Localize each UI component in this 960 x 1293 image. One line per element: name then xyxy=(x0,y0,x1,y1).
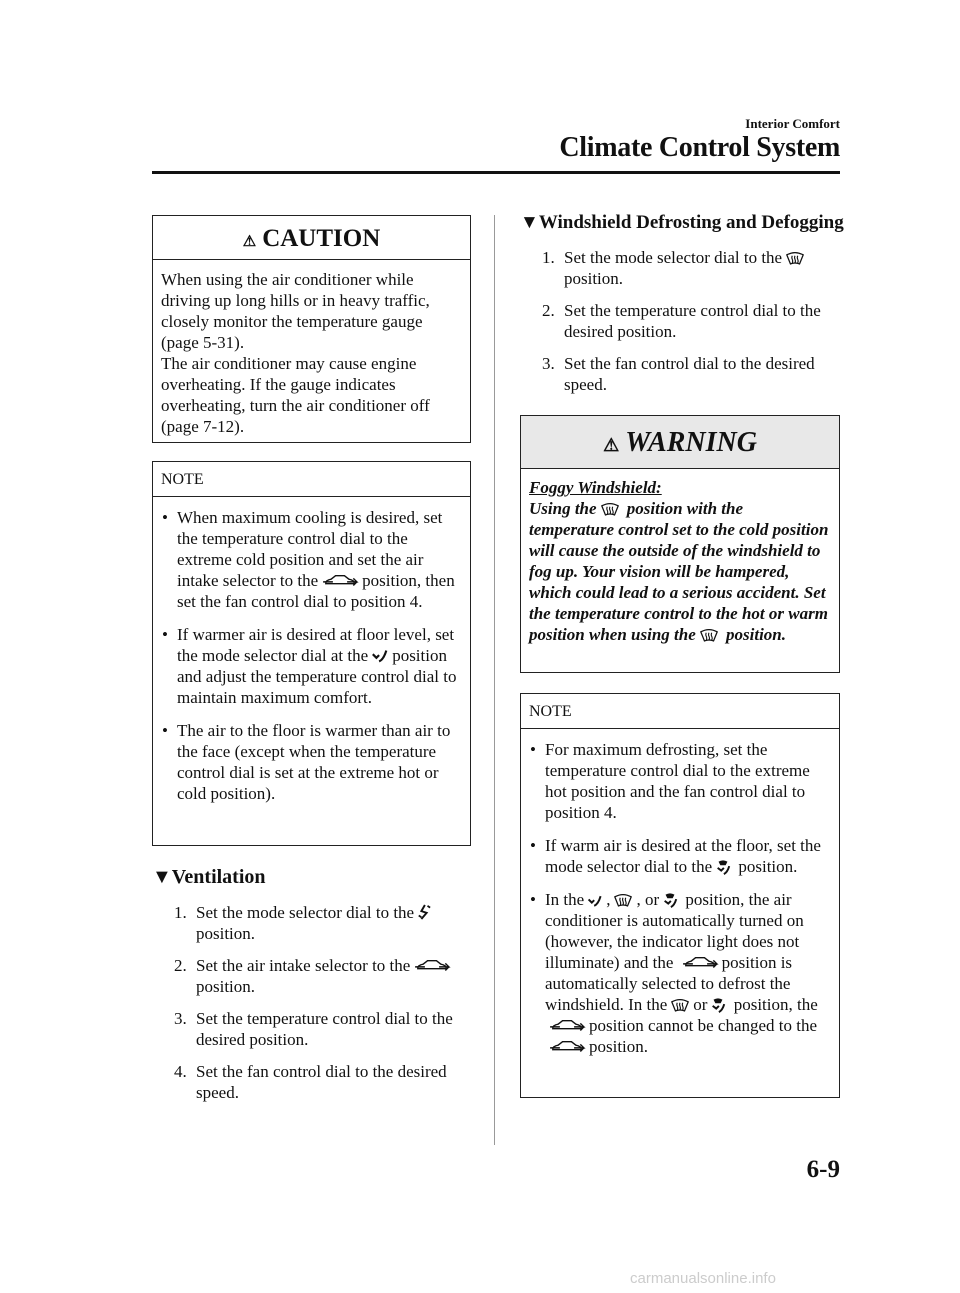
page-number: 6-9 xyxy=(806,1156,840,1183)
list-item: • In the , , or position, the air conditioner is automatically turned on (however, the indicator light does not illuminate) and the position is automatically selected to defrost the windshield. In the or position, the position cannot be changed to the position. xyxy=(525,889,833,1057)
fresh-air-icon xyxy=(548,1018,586,1034)
list-item: • For maximum defrosting, set the temperature control dial to the extreme hot position and the fan control dial to position 4. xyxy=(525,739,833,823)
caution-text: The air conditioner may cause engine overheating. If the gauge indicates overheating, turn the air conditioner off (page 7-12). xyxy=(161,354,430,436)
floor-defrost-icon xyxy=(710,997,726,1013)
warning-box xyxy=(520,415,840,673)
defrost-step: 1. Set the mode selector dial to the position. xyxy=(520,247,840,289)
ventilation-step: 4. Set the fan control dial to the desired speed. xyxy=(174,1062,447,1102)
warning-triangle-icon: ⚠ xyxy=(603,435,620,455)
defrost-icon xyxy=(613,893,633,908)
list-item: • If warm air is desired at the floor, set the mode selector dial to the position. xyxy=(525,835,833,877)
fresh-air-icon xyxy=(321,573,359,589)
ventilation-step: 1. Set the mode selector dial to the position. xyxy=(152,902,470,944)
list-item: • If warmer air is desired at floor level, set the mode selector dial at the position and adjust the temperature control dial to maintain maximum comfort. xyxy=(157,624,464,708)
note-title: NOTE xyxy=(521,694,839,729)
recirculate-icon xyxy=(548,1039,586,1055)
list-item: • When maximum cooling is desired, set the temperature control dial to the extreme cold position and set the air intake selector to the position, then set the fan control dial to position 4. xyxy=(157,507,464,612)
vent-mode-icon xyxy=(417,903,431,921)
watermark: carmanualsonline.info xyxy=(630,1270,776,1287)
floor-defrost-icon xyxy=(662,892,678,908)
list-item: • The air to the floor is warmer than air to the face (except when the temperature control dial is set at the extreme hot or cold position). xyxy=(157,720,464,804)
triangle-down-icon: ▼ xyxy=(520,212,539,233)
header-rule xyxy=(152,171,840,174)
ventilation-step: 3. Set the temperature control dial to the desired position. xyxy=(174,1009,453,1049)
floor-mode-icon xyxy=(371,648,389,664)
warning-subtitle: Foggy Windshield: xyxy=(529,478,662,497)
caution-text: When using the air conditioner while driving up long hills or in heavy traffic, closely monitor the temperature gauge (page 5-31). xyxy=(161,270,430,352)
warning-title: WARNING xyxy=(625,427,757,458)
defrost-step: 3. Set the fan control dial to the desired speed. xyxy=(542,354,815,394)
warning-triangle-icon: ⚠ xyxy=(242,234,257,250)
caution-title: CAUTION xyxy=(262,225,381,252)
defrost-icon xyxy=(785,251,805,266)
fresh-air-icon xyxy=(413,958,451,974)
column-divider xyxy=(494,215,495,1145)
defrost-heading: ▼Windshield Defrosting and Defogging xyxy=(520,212,844,233)
floor-defrost-icon xyxy=(715,859,731,875)
floor-mode-icon xyxy=(587,894,603,908)
note-box xyxy=(152,461,471,846)
defrost-icon xyxy=(699,628,719,643)
defrost-icon xyxy=(670,998,690,1013)
caution-box xyxy=(152,215,471,443)
defrost-step: 2. Set the temperature control dial to the desired position. xyxy=(542,301,821,341)
triangle-down-icon: ▼ xyxy=(152,866,172,888)
defrost-icon xyxy=(600,502,620,517)
note-box xyxy=(520,693,840,1098)
page-title: Climate Control System xyxy=(559,132,840,163)
ventilation-heading: ▼Ventilation xyxy=(152,866,266,888)
note-title: NOTE xyxy=(153,462,470,497)
section-label: Interior Comfort xyxy=(745,116,840,131)
fresh-air-icon xyxy=(681,955,719,971)
warning-text: Using the position with the temperature control set to the cold position will cause the outside of the windshield to fog up. Your vision will be hampered, which could lead to a serious accident. Set the temperature control to the hot or warm position when using the position. xyxy=(529,499,829,644)
ventilation-step: 2. Set the air intake selector to the position. xyxy=(152,955,470,997)
